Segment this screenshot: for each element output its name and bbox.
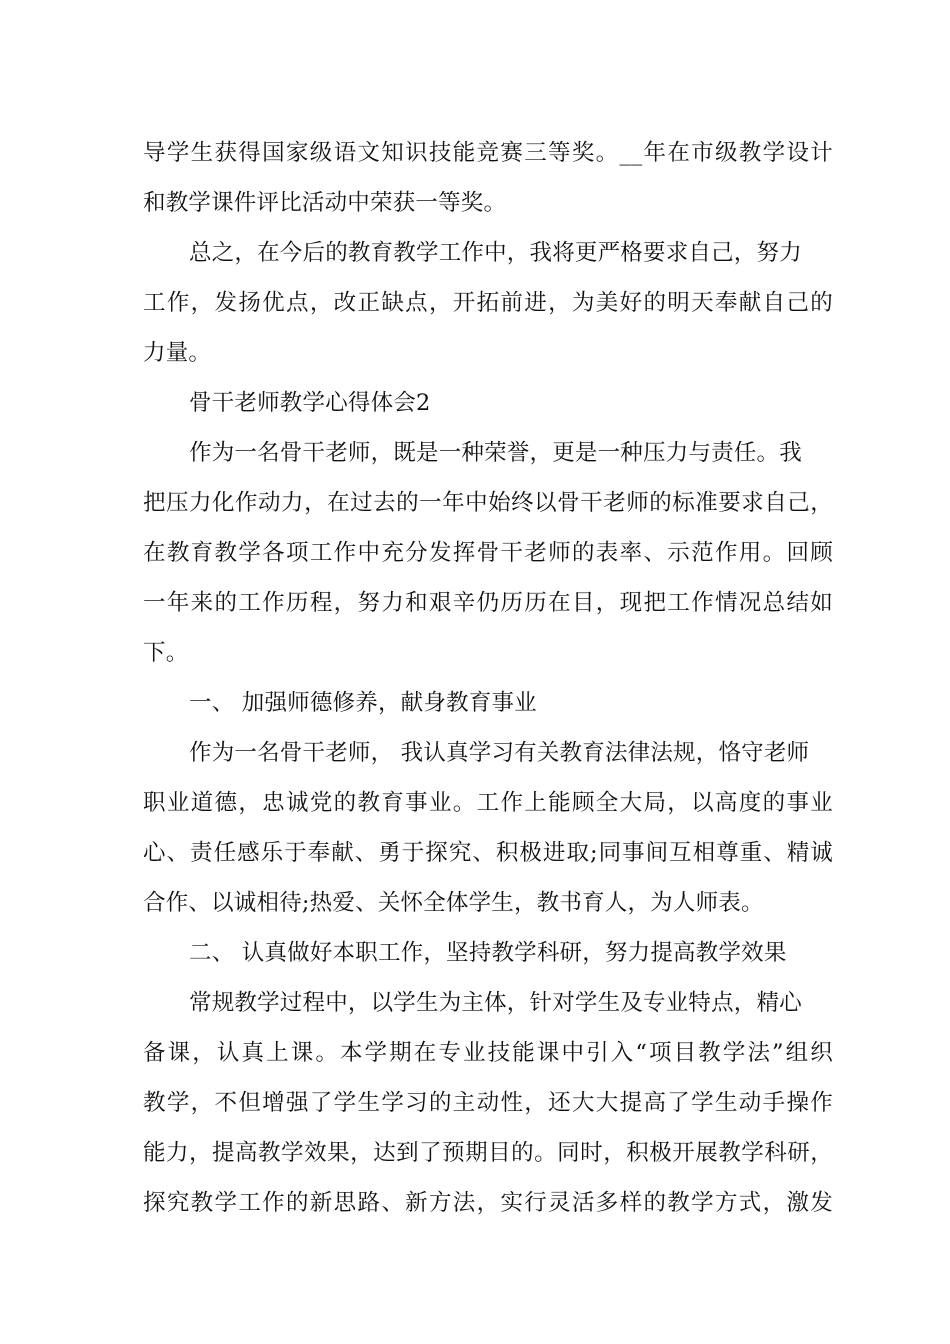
paragraph-first-line: 总之，在今后的教育教学工作中，我将更严格要求自己，努力 [189,240,802,266]
text-line: 和教学课件评比活动中荣获一等奖。 [143,190,507,216]
text-line: 能力，提高教学效果，达到了预期目的。同时，积极开展教学科研， [143,1140,833,1166]
paragraph-first-line: 作为一名骨干老师，既是一种荣誉，更是一种压力与责任。我 [189,440,802,466]
text-line: 工作，发扬优点，改正缺点，开拓前进，为美好的明天奉献自己的 [143,290,833,316]
section-heading: 二、 认真做好本职工作，坚持教学科研，努力提高教学效果 [189,940,787,966]
text-line: 职业道德，忠诚党的教育事业。工作上能顾全大局，以高度的事业 [143,790,833,816]
text-line: 一年来的工作历程，努力和艰辛仍历历在目，现把工作情况总结如 [143,590,833,616]
text-line: 在教育教学各项工作中充分发挥骨干老师的表率、示范作用。回顾 [143,540,833,566]
section-heading: 一、 加强师德修养，献身教育事业 [189,690,537,716]
text-line: 探究教学工作的新思路、新方法，实行灵活多样的教学方式，激发 [143,1190,833,1216]
text-line: 备课，认真上课。本学期在专业技能课中引入“项目教学法”组织 [143,1040,833,1066]
section-title: 骨干老师教学心得体会2 [189,390,431,416]
text-line: 导学生获得国家级语文知识技能竞赛三等奖。__年在市级教学设计 [143,140,833,166]
document-body [143,128,833,1228]
text-line: 把压力化作动力，在过去的一年中始终以骨干老师的标准要求自己， [143,490,833,516]
text-line: 心、责任感乐于奉献、勇于探究、积极进取;同事间互相尊重、精诚 [143,840,833,866]
paragraph-first-line: 常规教学过程中，以学生为主体，针对学生及专业特点，精心 [189,990,802,1016]
text-line: 教学，不但增强了学生学习的主动性，还大大提高了学生动手操作 [143,1090,833,1116]
paragraph-first-line: 作为一名骨干老师， 我认真学习有关教育法律法规，恪守老师 [189,740,810,766]
text-line: 力量。 [143,340,212,366]
text-line: 下。 [143,640,189,666]
text-line: 合作、以诚相待;热爱、关怀全体学生，教书育人，为人师表。 [143,890,764,916]
